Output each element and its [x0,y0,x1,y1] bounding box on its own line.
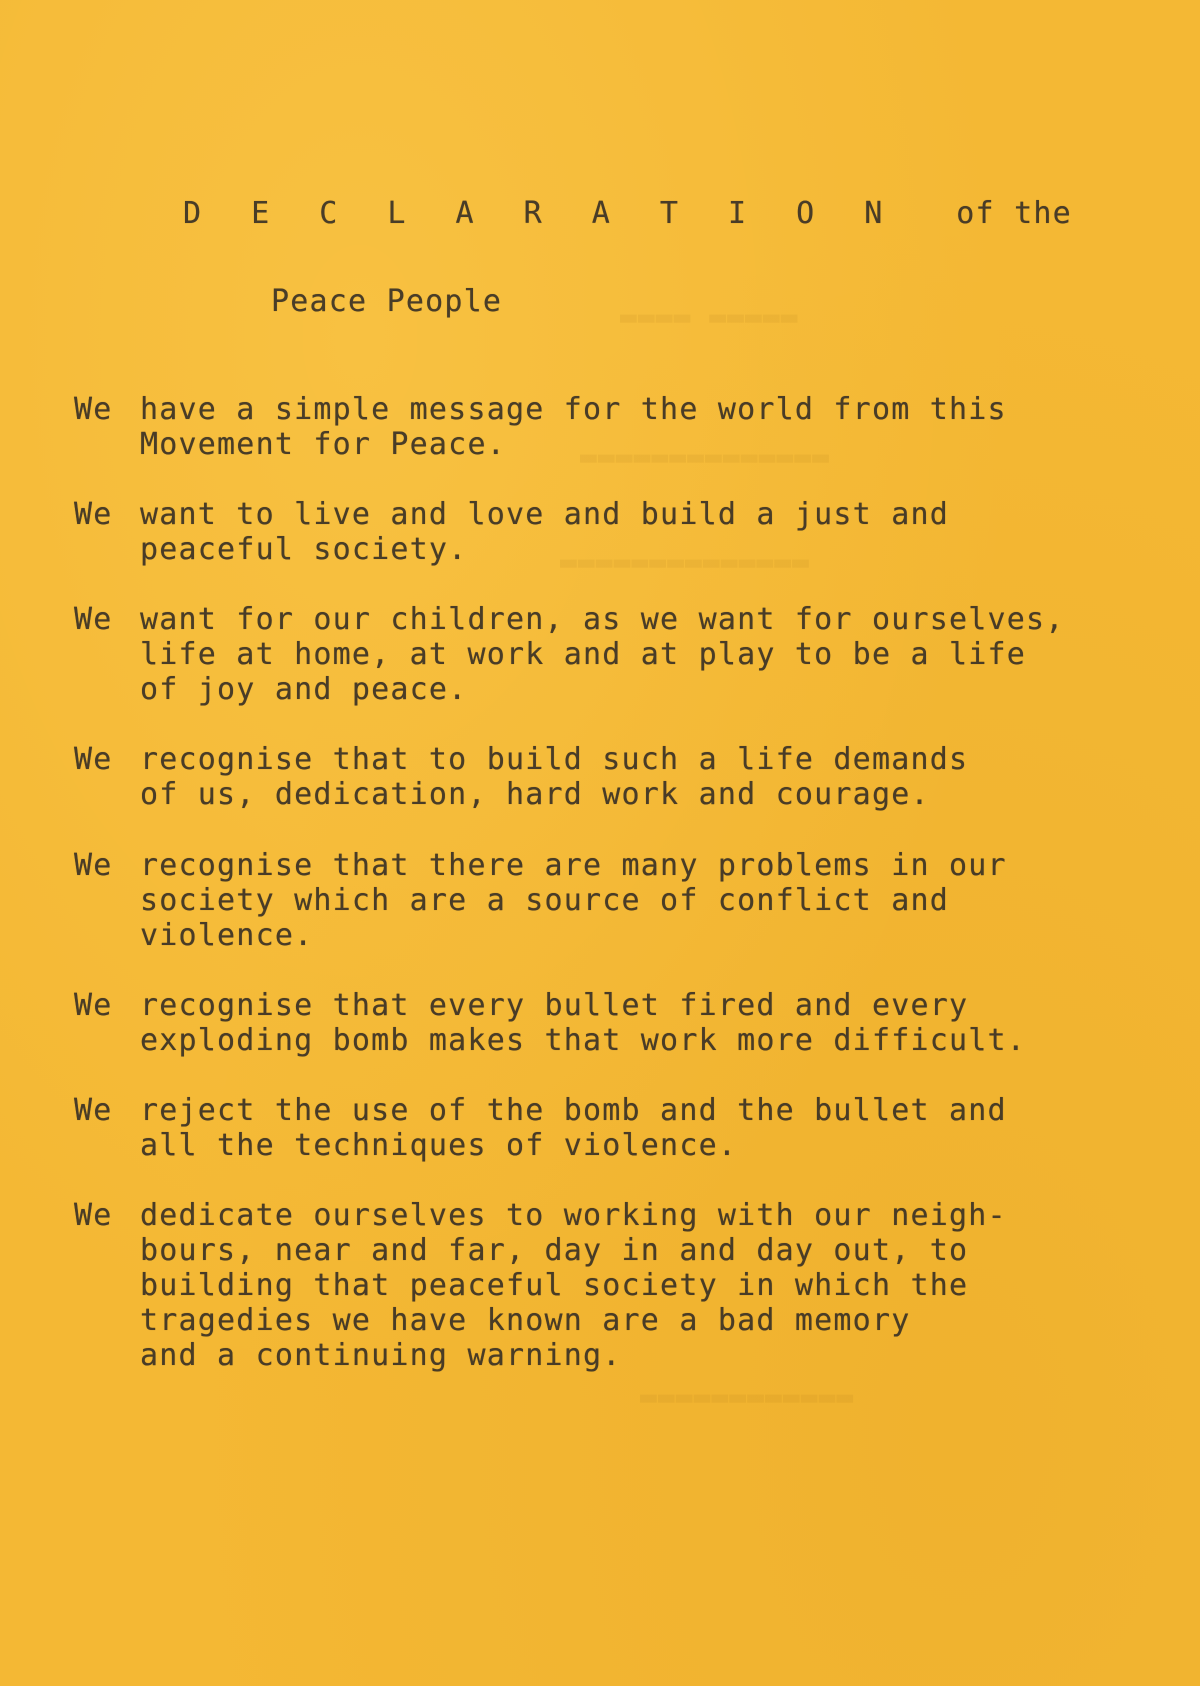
paragraph-text: want to live and love and build a just and peaceful society. [140,497,949,567]
paragraph-text: recognise that to build such a life demands of us, dedication, hard work and courage. [140,742,969,812]
declaration-paragraph [74,1093,1174,1163]
title-suffix: of the [956,196,1072,231]
declaration-subtitle: Peace People [271,284,503,319]
declaration-paragraph [74,742,1174,812]
declaration-paragraph [74,1198,1174,1373]
paragraph-text: recognise that there are many problems in our society which are a source of conflict and violence. [140,848,1007,953]
paragraph-lead: We [74,988,113,1023]
declaration-paragraph [74,497,1174,567]
paragraph-lead: We [74,497,113,532]
paragraph-lead: We [74,848,113,883]
paragraph-text: reject the use of the bomb and the bullet and all the techniques of violence. [140,1093,1007,1163]
show-through-mark: ▬▬▬▬▬▬▬▬▬▬▬▬▬▬ [580,440,831,473]
paragraph-lead: We [74,1198,113,1233]
declaration-paragraph [74,602,1174,707]
title-main: D E C L A R A T I O N [183,196,899,231]
paragraph-text: dedicate ourselves to working with our neigh- bours, near and far, day in and day out, to building that peaceful society in which the tragedies we have known are a bad memory and a continuing warning. [140,1198,1007,1373]
paragraph-text: recognise that every bullet fired and every exploding bomb makes that work more difficult. [140,988,1027,1058]
paragraph-text: want for our children, as we want for ourselves, life at home, at work and at play to be a life of joy and peace. [140,602,1065,707]
paragraph-lead: We [74,602,113,637]
paragraph-text: have a simple message for the world from this Movement for Peace. [140,392,1007,462]
declaration-paragraph [74,848,1174,953]
show-through-mark: ▬▬▬▬▬▬▬▬▬▬▬▬ [640,1380,855,1413]
paragraph-lead: We [74,1093,113,1128]
declaration-paragraph [74,988,1174,1058]
show-through-mark: ▬▬▬▬ ▬▬▬▬▬ [620,300,799,333]
paragraph-lead: We [74,392,113,427]
show-through-mark: ▬▬▬▬▬▬▬▬▬▬▬▬▬▬ [560,545,811,578]
declaration-paragraph [74,392,1174,462]
paragraph-lead: We [74,742,113,777]
declaration-title [183,196,1072,231]
